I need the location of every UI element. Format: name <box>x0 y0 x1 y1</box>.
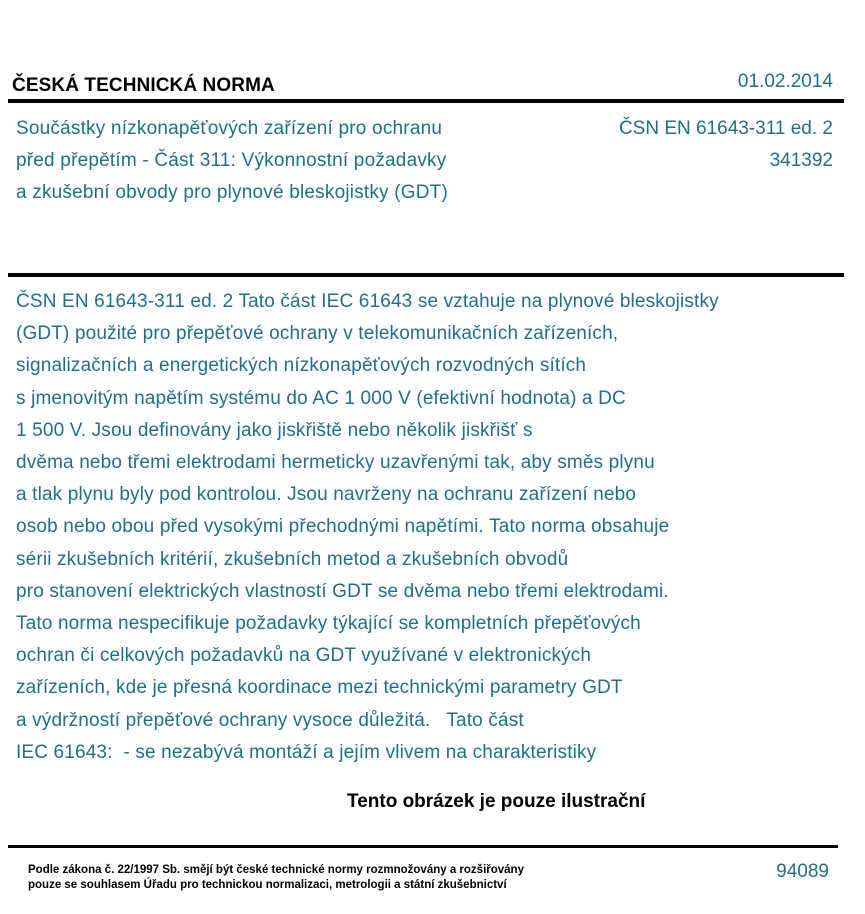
legal-notice-line: pouze se souhlasem Úřadu pro technickou normalizaci, metrologii a státní zkušebnictví <box>28 879 507 891</box>
footer-rule <box>8 845 838 848</box>
header-rule <box>8 99 844 103</box>
standard-identification <box>619 113 833 177</box>
title-rule <box>8 273 844 277</box>
publication-date: 01.02.2014 <box>737 71 833 92</box>
illustration-note: Tento obrázek je pouze ilustrační <box>347 791 646 812</box>
abstract-line: IEC 61643: - se nezabývá montáží a jejím vlivem na charakteristiky <box>16 741 597 763</box>
standard-title <box>16 113 536 209</box>
class-number: 341392 <box>769 150 833 171</box>
legal-notice <box>28 863 524 893</box>
abstract-line: (GDT) použité pro přepěťové ochrany v telekomunikačních zařízeních, <box>16 323 619 345</box>
abstract-line: s jmenovitým napětím systému do AC 1 000 V (efektivní hodnota) a DC <box>16 387 626 409</box>
abstract-line: ochran či celkových požadavků na GDT využívané v elektronických <box>16 645 592 667</box>
abstract-line: ČSN EN 61643-311 ed. 2 Tato část IEC 61643 se vztahuje na plynové bleskojistky <box>16 291 719 312</box>
abstract-line: pro stanovení elektrických vlastností GDT se dvěma nebo třemi elektrodami. <box>16 580 669 602</box>
abstract-text <box>16 286 846 769</box>
abstract-line: dvěma nebo třemi elektrodami hermeticky uzavřenými tak, aby směs plynu <box>16 452 655 474</box>
abstract-line: sérii zkušebních kritérií, zkušebních metod a zkušebních obvodů <box>16 548 569 570</box>
standard-title-line: Součástky nízkonapěťových zařízení pro ochranu <box>16 118 443 139</box>
abstract-line: a výdržností přepěťové ochrany vysoce důležitá. Tato část <box>16 709 524 731</box>
standard-title-line: a zkušební obvody pro plynové bleskojistky (GDT) <box>16 182 449 203</box>
standard-title-line: před přepětím - Část 311: Výkonnostní požadavky <box>16 150 447 171</box>
abstract-line: a tlak plynu byly pod kontrolou. Jsou navrženy na ochranu zařízení nebo <box>16 484 637 506</box>
abstract-line: osob nebo obou před vysokými přechodnými napětími. Tato norma obsahuje <box>16 516 670 538</box>
document-code: 94089 <box>776 861 829 882</box>
abstract-line: 1 500 V. Jsou definovány jako jiskřiště nebo několik jiskřišť s <box>16 419 533 441</box>
legal-notice-line: Podle zákona č. 22/1997 Sb. smějí být české technické normy rozmnožovány a rozšiřovány <box>28 864 524 876</box>
abstract-line: Tato norma nespecifikuje požadavky týkající se kompletních přepěťových <box>16 613 641 635</box>
norm-type-heading: ČESKÁ TECHNICKÁ NORMA <box>12 75 275 96</box>
abstract-line: zařízeních, kde je přesná koordinace mezi technickými parametry GDT <box>16 677 623 699</box>
standard-designation: ČSN EN 61643-311 ed. 2 <box>618 118 833 139</box>
abstract-line: signalizačních a energetických nízkonapěťových rozvodných sítích <box>16 355 587 377</box>
